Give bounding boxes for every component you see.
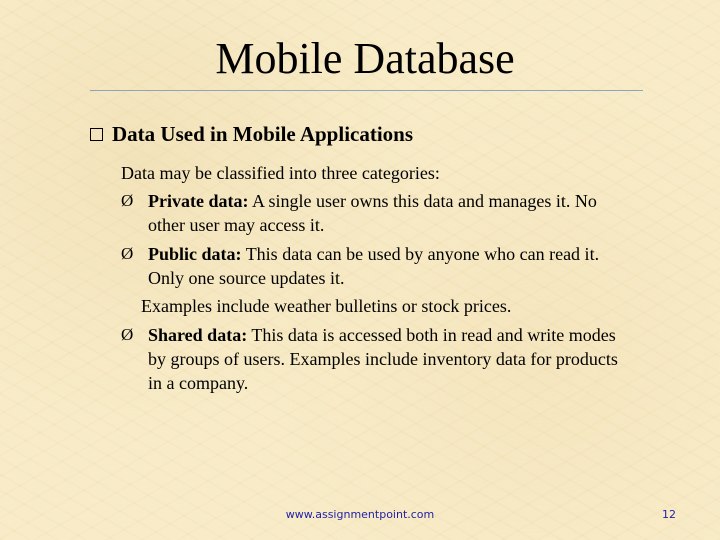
bullet-private-line-2: other user may access it. bbox=[148, 215, 325, 235]
arrow-bullet-icon: Ø bbox=[121, 244, 134, 263]
bullet-shared-line-2: by groups of users. Examples include inventory data for products bbox=[148, 349, 618, 369]
title-divider bbox=[90, 90, 643, 91]
bullet-private-text: A single user owns this data and manages it. No bbox=[248, 191, 597, 211]
intro-text: Data may be classified into three categories: bbox=[121, 163, 440, 183]
bullet-shared-line-3: in a company. bbox=[148, 373, 249, 393]
footer-url[interactable]: www.assignmentpoint.com bbox=[285, 508, 435, 521]
checkbox-bullet-icon bbox=[90, 128, 103, 141]
public-example-text: Examples include weather bulletins or stock prices. bbox=[141, 296, 512, 316]
bullet-private-line-1 bbox=[148, 189, 597, 213]
bullet-label-shared: Shared data: bbox=[148, 325, 248, 345]
arrow-bullet-icon: Ø bbox=[121, 191, 134, 210]
bullet-public-line-1 bbox=[148, 242, 599, 266]
bullet-public-line-2: Only one source updates it. bbox=[148, 268, 345, 288]
bullet-label-private: Private data: bbox=[148, 191, 249, 211]
section-heading bbox=[90, 120, 413, 148]
page-number: 12 bbox=[662, 508, 676, 521]
arrow-bullet-icon: Ø bbox=[121, 325, 134, 344]
bullet-shared-line-1 bbox=[148, 323, 616, 347]
bullet-public-text: This data can be used by anyone who can read it. bbox=[241, 244, 600, 264]
section-heading-text: Data Used in Mobile Applications bbox=[112, 122, 414, 146]
bullet-label-public: Public data: bbox=[148, 244, 242, 264]
bullet-shared-text: This data is accessed both in read and write modes bbox=[247, 325, 616, 345]
slide-title: Mobile Database bbox=[215, 34, 515, 83]
